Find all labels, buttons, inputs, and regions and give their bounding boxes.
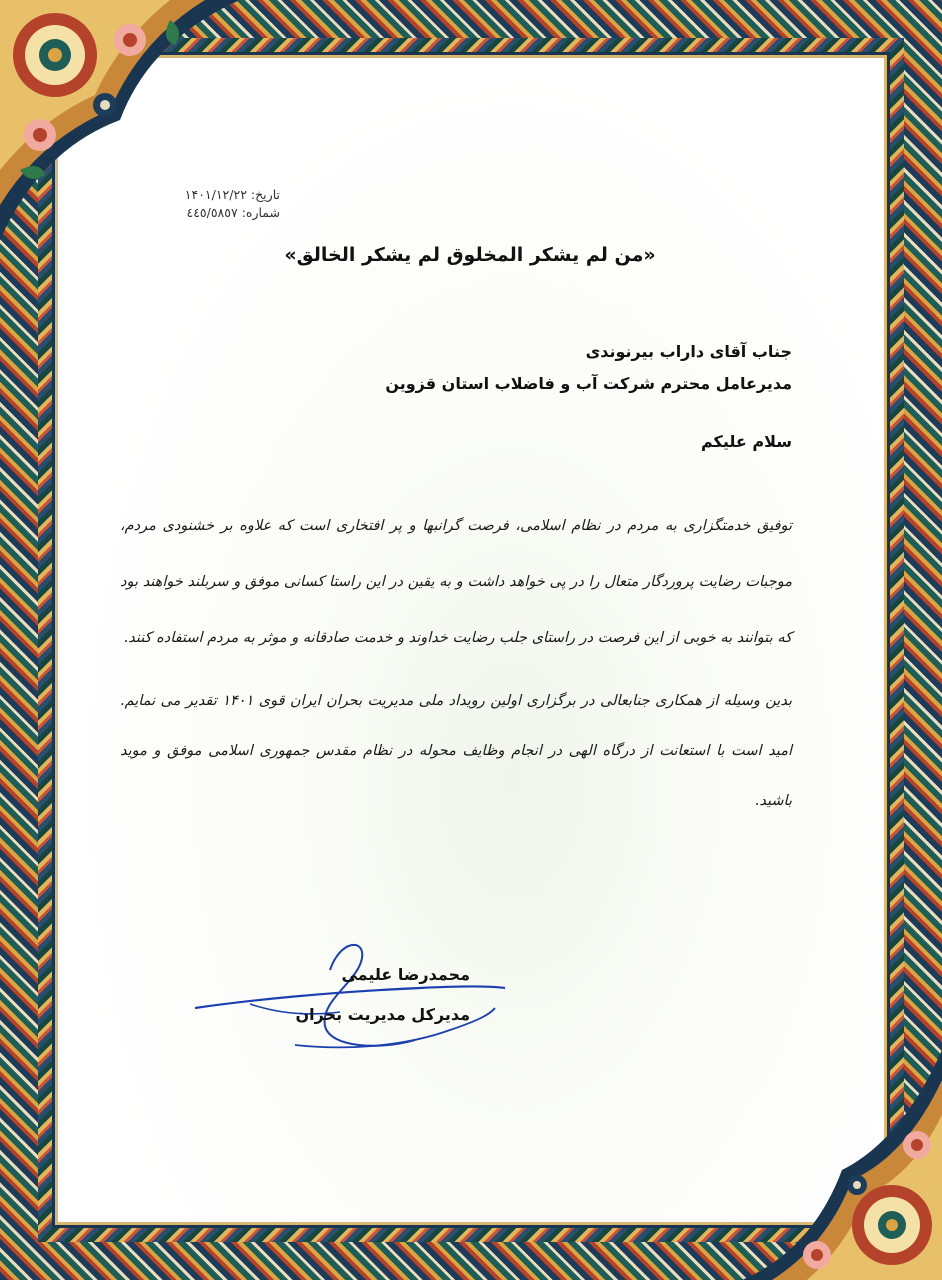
number-line [140,204,280,222]
body-paragraph-2: بدین وسیله از همکاری جنابعالی در برگزاری اولین رویداد ملی مدیریت بحران ایران قوی ۱۴۰۱ تقدیر می نمایم. امید است با استعانت از درگاه الهی در انجام وظایف محوله در نظام مقدس جمهوری اسلامی موفق و موید باشید. [120,693,792,809]
date-line [140,186,280,204]
letter-body [120,498,792,826]
date-label: تاریخ: [250,187,280,202]
corner-ornament-bottom-right [742,1050,942,1280]
addressee-block [232,336,792,400]
number-value: ٤٤٥/٥٨٥٧ [186,205,238,220]
document-meta [140,186,280,222]
date-value: ۱۴۰۱/۱۲/۲۲ [184,187,247,202]
addressee-position: مدیرعامل محترم شرکت آب و فاضلاب استان قزوین [385,374,792,393]
number-label: شماره: [241,205,280,220]
addressee-name: جناب آقای داراب بیرنوندی [585,342,792,361]
motto: «من لم یشکر المخلوق لم یشکر الخالق» [284,244,656,266]
signatory-name: محمدرضا علیمی [341,965,470,984]
signatory-title: مدیرکل مدیریت بحران [295,1005,470,1024]
body-paragraph-1: توفیق خدمتگزاری به مردم در نظام اسلامی، فرصت گرانبها و پر افتخاری است که علاوه بر خشنودی مردم، موجبات رضایت پروردگار متعال را در پی خواهد داشت و به یقین در این راستا کسانی موفق و سربلند خواهند بود که بتوانند به خوبی از این فرصت در راستای جلب رضایت خداوند و خدمت صادقانه و موثر به مردم استفاده کنند. [120,518,792,646]
signatory-block [270,955,470,1035]
greeting: سلام علیکم [700,432,792,451]
